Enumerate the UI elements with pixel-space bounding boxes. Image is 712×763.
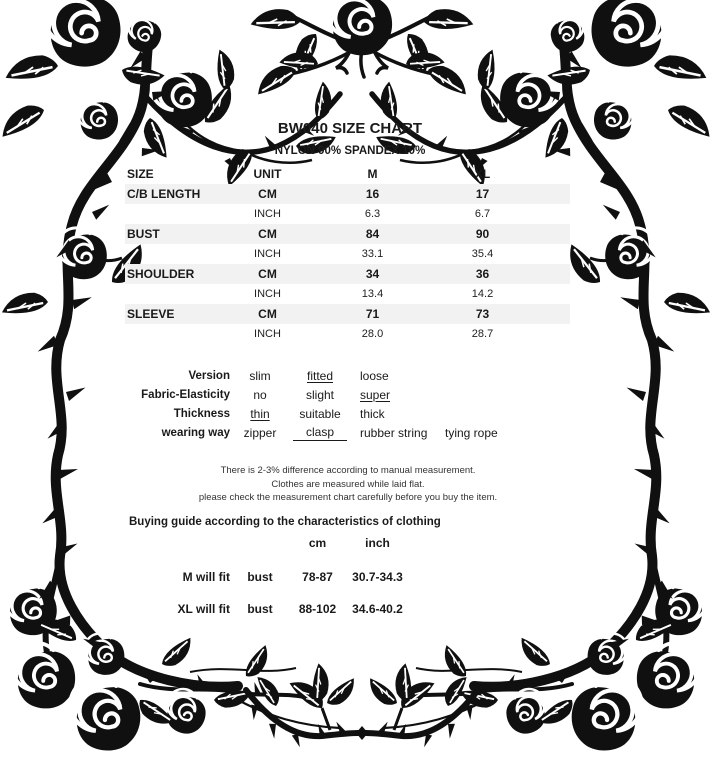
attr-label: Version <box>188 369 230 382</box>
attr-row-wearing-way <box>60 423 498 442</box>
note-line: please check the measurement chart carefully before you buy the item. <box>198 492 498 503</box>
attr-option: zipper <box>243 425 277 440</box>
table-row <box>125 264 570 284</box>
cell-size: SHOULDER <box>127 267 195 281</box>
page-title: BW040 SIZE CHART <box>277 120 423 137</box>
garment-attributes <box>60 366 498 442</box>
table-row <box>125 284 570 304</box>
fit-measure: bust <box>247 602 273 616</box>
cell-unit: CM <box>258 267 277 281</box>
cell-m: 16 <box>365 187 380 201</box>
cell-m: 33.1 <box>361 248 384 260</box>
header-unit: UNIT <box>253 167 282 181</box>
cell-unit: CM <box>258 307 277 321</box>
attr-row-thickness <box>60 404 498 423</box>
cell-m: 28.0 <box>361 328 384 340</box>
cell-unit: INCH <box>254 288 281 300</box>
note-line: Clothes are measured while laid flat. <box>271 478 425 490</box>
attr-option: thick <box>360 406 385 421</box>
attr-option-selected: thin <box>250 406 270 421</box>
fabric-composition: NYLON 90% SPANDEX 10% <box>274 145 426 157</box>
fit-cm: 78-87 <box>302 570 333 584</box>
table-row <box>125 184 570 204</box>
unit-cm: cm <box>308 536 327 550</box>
attr-option: suitable <box>299 406 341 421</box>
unit-inch: inch <box>365 536 390 550</box>
table-row <box>125 204 570 224</box>
table-row <box>125 324 570 344</box>
cell-xl: 35.4 <box>471 248 494 260</box>
header-xl: XL <box>474 167 491 181</box>
buying-guide-heading: Buying guide according to the characteristics of clothing <box>129 516 441 528</box>
size-table <box>125 164 570 344</box>
cell-xl: 73 <box>475 307 490 321</box>
attr-row-elasticity <box>60 385 498 404</box>
fit-measure: bust <box>247 570 273 584</box>
cell-xl: 90 <box>475 227 490 241</box>
fit-label: M will fit <box>182 570 230 584</box>
cell-m: 34 <box>365 267 380 281</box>
attr-option: rubber string <box>360 425 428 440</box>
cell-m: 13.4 <box>361 288 384 300</box>
fit-inch: 34.6-40.2 <box>352 602 403 616</box>
cell-size: SLEEVE <box>127 307 175 321</box>
cell-xl: 6.7 <box>474 208 491 220</box>
attr-row-version <box>60 366 498 385</box>
attr-option-selected: super <box>360 387 391 402</box>
cell-unit: CM <box>258 227 277 241</box>
buying-guide-row-m <box>60 570 410 584</box>
attr-option: no <box>253 387 267 402</box>
fit-inch: 30.7-34.3 <box>352 570 403 584</box>
note-line: There is 2-3% difference according to manual measurement. <box>220 465 476 476</box>
cell-xl: 36 <box>475 267 490 281</box>
table-row <box>125 304 570 324</box>
cell-unit: INCH <box>254 248 281 260</box>
attr-option: loose <box>360 368 389 383</box>
cell-size: BUST <box>127 227 160 241</box>
buying-guide-unit-header <box>60 536 410 550</box>
cell-xl: 17 <box>475 187 490 201</box>
table-row <box>125 224 570 244</box>
buying-guide-row-xl <box>60 602 410 616</box>
attr-option-selected: fitted <box>306 368 333 383</box>
attr-option: slim <box>249 368 271 383</box>
table-row <box>125 244 570 264</box>
header-m: M <box>367 167 378 181</box>
cell-m: 6.3 <box>364 208 381 220</box>
attr-option: slight <box>305 387 334 402</box>
table-header-row <box>125 164 570 184</box>
attr-label: Thickness <box>173 407 230 420</box>
fit-label: XL will fit <box>177 602 230 616</box>
attr-option: tying rope <box>445 425 498 440</box>
measurement-notes <box>118 464 578 505</box>
cell-m: 71 <box>365 307 380 321</box>
attr-label: Fabric-Elasticity <box>141 388 230 401</box>
cell-xl: 28.7 <box>471 328 494 340</box>
attr-option-selected: clasp <box>290 425 350 441</box>
cell-m: 84 <box>365 227 380 241</box>
cell-size: C/B LENGTH <box>127 187 201 201</box>
fit-cm: 88-102 <box>298 602 337 616</box>
cell-unit: INCH <box>254 328 281 340</box>
cell-unit: CM <box>258 187 277 201</box>
cell-unit: INCH <box>254 208 281 220</box>
header-size: SIZE <box>127 167 154 181</box>
cell-xl: 14.2 <box>471 288 494 300</box>
attr-label: wearing way <box>161 426 230 439</box>
